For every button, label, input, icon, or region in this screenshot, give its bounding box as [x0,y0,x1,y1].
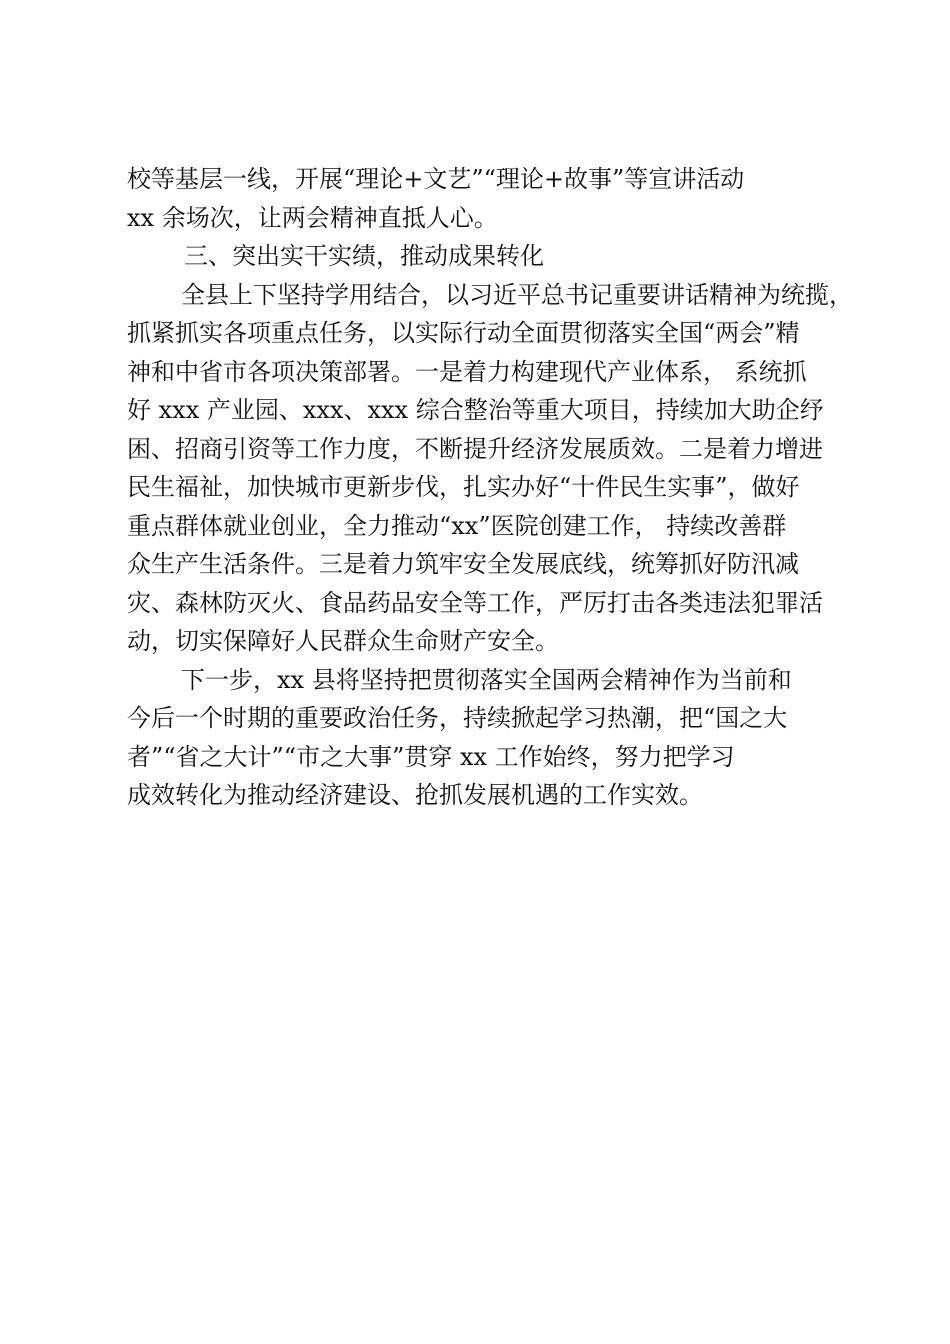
paragraph-line: 成效转化为推动经济建设、抢抓发展机遇的工作实效。 [127,781,703,809]
paragraph-line: 校等基层一线，开展“理论+文艺”“理论+故事”等宣讲活动 [127,165,745,193]
paragraph-line: 抓紧抓实各项重点任务，以实际行动全面贯彻落实全国“两会”精 [127,319,800,347]
paragraph-line: 好 xxx 产业园、xxx、xxx 综合整治等重大项目，持续加大助企纾 [127,396,824,424]
section-heading: 三、突出实干实绩，推动成果转化 [184,242,544,270]
document-body [127,160,857,815]
paragraph-line: 重点群体就业创业，全力推动“xx”医院创建工作， 持续改善群 [127,511,787,540]
paragraph-line: 众生产生活条件。三是着力筑牢安全发展底线，统筹抓好防汛减 [127,550,799,578]
paragraph-line: 今后一个时期的重要政治任务，持续掀起学习热潮，把“国之大 [127,704,788,732]
paragraph-line: 民生福祉，加快城市更新步伐，扎实办好“十件民生实事”，做好 [127,473,800,501]
paragraph-line: 困、招商引资等工作力度，不断提升经济发展质效。二是着力增进 [127,434,823,463]
paragraph-line: 灾、森林防灭火、食品药品安全等工作，严厉打击各类违法犯罪活 [127,588,823,617]
paragraph-line: 动，切实保障好人民群众生命财产安全。 [127,627,559,655]
paragraph-line: 全县上下坚持学用结合，以习近平总书记重要讲话精神为统揽， [181,280,853,309]
paragraph-line: xx 余场次，让两会精神直抵人心。 [127,203,498,232]
paragraph-line: 者”“省之大计”“市之大事”贯穿 xx 工作始终，努力把学习 [127,742,735,771]
paragraph-line: 下一步，xx 县将坚持把贯彻落实全国两会精神作为当前和 [181,665,792,694]
paragraph-line: 神和中省市各项决策部署。一是着力构建现代产业体系， 系统抓 [127,357,807,386]
